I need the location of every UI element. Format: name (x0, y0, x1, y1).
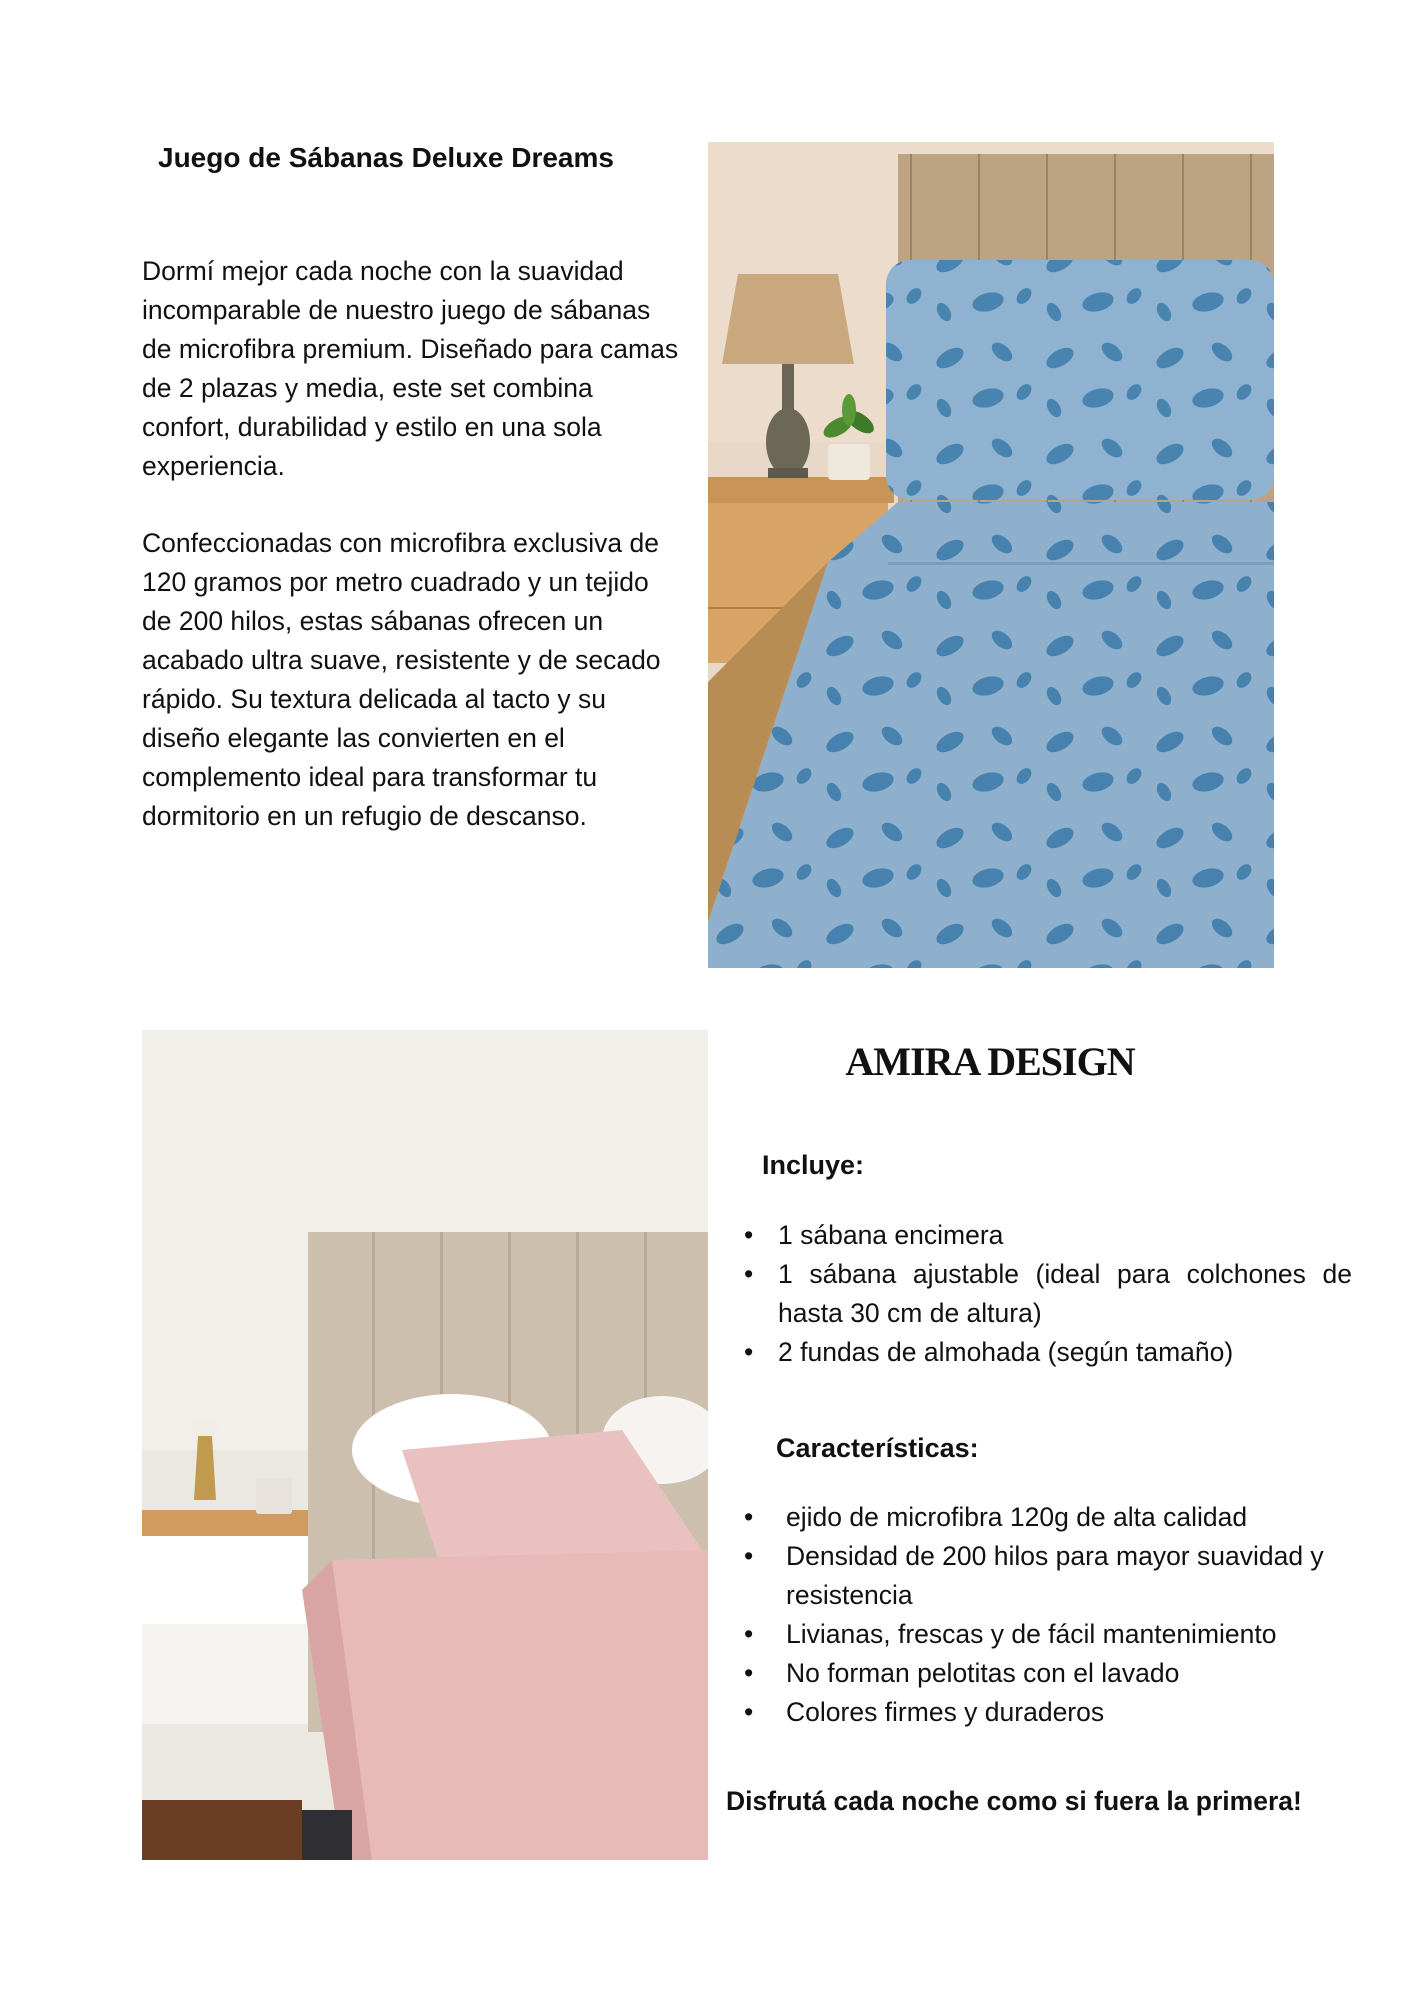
list-item: • ejido de microfibra 120g de alta calidad (744, 1498, 1352, 1537)
features-list (744, 1498, 1352, 1732)
list-item: • 1 sábana ajustable (ideal para colchones de hasta 30 cm de altura) (744, 1255, 1352, 1333)
blue-bedding-photo (708, 142, 1274, 968)
closing-tagline: Disfrutá cada noche como si fuera la primera! (726, 1786, 1302, 1816)
product-title: Juego de Sábanas Deluxe Dreams (158, 142, 614, 173)
list-item: • Densidad de 200 hilos para mayor suavidad y resistencia (744, 1537, 1352, 1615)
brand-name: AMIRA DESIGN (845, 1039, 1135, 1084)
includes-list (744, 1216, 1352, 1372)
intro-paragraph-2: Confeccionadas con microfibra exclusiva de 120 gramos por metro cuadrado y un tejido de 200 hilos, estas sábanas ofrecen un acabado ultra suave, resistente y de secado rápido. Su textura delicada al tacto y su diseño elegante las convierten en el complemento ideal para transformar tu dormitorio en un refugio de descanso. (142, 528, 661, 831)
list-item: • No forman pelotitas con el lavado (744, 1654, 1352, 1693)
includes-heading: Incluye: (762, 1150, 865, 1180)
list-item: • 2 fundas de almohada (según tamaño) (744, 1333, 1352, 1372)
list-item: • 1 sábana encimera (744, 1216, 1352, 1255)
intro-paragraph-1: Dormí mejor cada noche con la suavidad incomparable de nuestro juego de sábanas de microfibra premium. Diseñado para camas de 2 plazas y media, este set combina confort, durabilidad y estilo en una sola experiencia. (142, 256, 679, 481)
pink-bedding-photo (142, 1030, 708, 1860)
list-item: • Livianas, frescas y de fácil mantenimiento (744, 1615, 1352, 1654)
list-item: • Colores firmes y duraderos (744, 1693, 1352, 1732)
features-heading: Características: (776, 1433, 979, 1463)
